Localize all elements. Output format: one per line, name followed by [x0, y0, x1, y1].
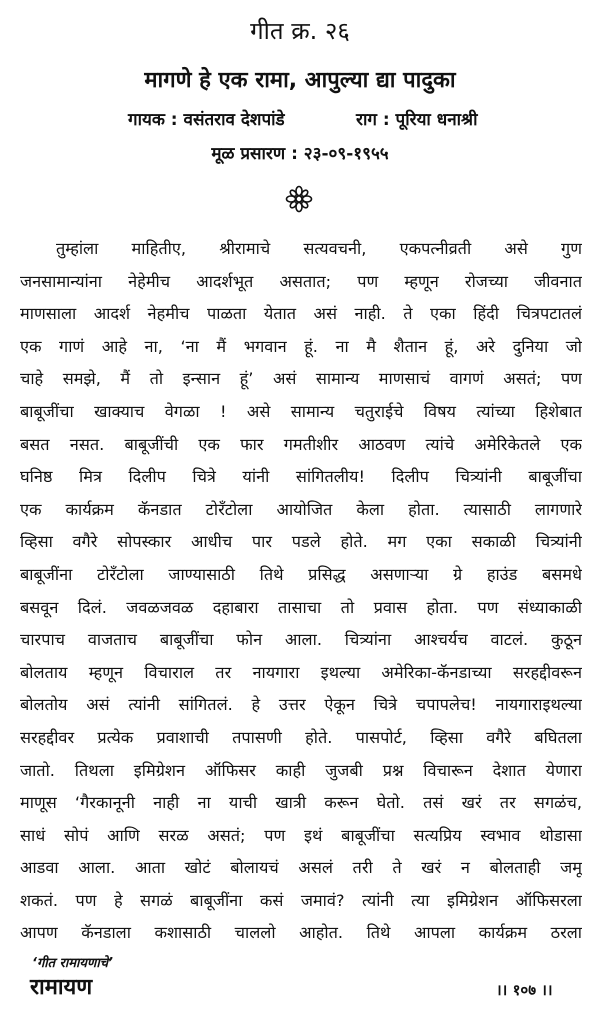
text-line: आडवा आला. आता खोटं बोलायचं असलं तरी ते खरं न बोलताही जमू: [20, 858, 582, 878]
book-title: रामायण: [30, 975, 93, 1000]
broadcast-date: मूळ प्रसारण : २३-०९-१९५५: [211, 144, 389, 164]
body-text: [20, 233, 582, 950]
text-line: माणूस ‘गैरकानूनी नाही ना याची खात्री करून घेतो. तसं खरं तर सगळंच,: [20, 793, 582, 813]
song-title: मागणे हे एक रामा, आपुल्या द्या पादुका: [144, 68, 456, 93]
text-line: व्हिसा वगैरे सोपस्कार आधीच पार पडले होते. मग एका सकाळी चित्र्यांनी: [20, 532, 582, 552]
text-line: तुम्हांला माहितीए, श्रीरामाचे सत्यवचनी, एकपत्नीव्रती असे गुण: [56, 239, 582, 258]
text-line: आपण कॅनडाला कशासाठी चाललो आहोत. तिथे आपला कार्यक्रम ठरला: [20, 923, 582, 943]
text-line: चाहे समझे, मैं तो इन्सान हूं’ असं सामान्य माणसाचं वागणं असतं; पण: [20, 369, 582, 389]
series-title: ‘गीत रामायणाचे’: [32, 956, 113, 971]
text-line: एक कार्यक्रम कॅनडात टोरँटोला आयोजित केला होता. त्यासाठी लागणारे: [20, 499, 582, 519]
text-line: घनिष्ठ मित्र दिलीप चित्रे यांनी सांगितलीय! दिलीप चित्र्यांनी बाबूजींचा: [20, 467, 582, 487]
text-line: एक गाणं आहे ना, ‘ना मैं भगवान हूं. ना मै शैतान हूं, अरे दुनिया जो: [20, 336, 582, 356]
text-line: बोलतोय असं त्यांनी सांगितलं. हे उत्तर ऐकून चित्रे चपापलेच! नायगाराइथल्या: [20, 695, 582, 715]
text-line: चारपाच वाजताच बाबूजींचा फोन आला. चित्र्यांना आश्चर्यच वाटलं. कुठून: [20, 630, 582, 650]
text-line: जनसामान्यांना नेहेमीच आदर्शभूत असतात; पण म्हणून रोजच्या जीवनात: [20, 271, 582, 291]
text-line: साधं सोपं आणि सरळ असतं; पण इथं बाबूजींचा सत्यप्रिय स्वभाव थोडासा: [20, 825, 582, 845]
text-line: माणसाला आदर्श नेहमीच पाळता येतात असं नाही. ते एका हिंदी चित्रपटातलं: [20, 304, 582, 324]
text-line: बोलताय म्हणून विचाराल तर नायगारा इथल्या अमेरिका-कॅनडाच्या सरहद्दीवरून: [20, 662, 582, 682]
singer-label: गायक : वसंतराव देशपांडे: [128, 110, 285, 130]
text-line: जातो. तिथला इमिग्रेशन ऑफिसर काही जुजबी प्रश्न विचारून देशात येणारा: [20, 760, 582, 780]
flower-ornament-icon: [285, 185, 313, 213]
song-number: गीत क्र. २६: [250, 17, 350, 45]
text-line: बसवून दिलं. जवळजवळ दहाबारा तासाचा तो प्रवास होता. पण संध्याकाळी: [20, 597, 582, 617]
text-line: बसत नसत. बाबूजींची एक फार गमतीशीर आठवण त्यांचे अमेरिकेतले एक: [20, 434, 582, 454]
text-line: बाबूजींचा खाक्याच वेगळा ! असे सामान्य चतुराईचे विषय त्यांच्या हिशेबात: [20, 401, 582, 421]
raag-label: राग : पूरिया धनाश्री: [356, 110, 478, 130]
text-line: सरहद्दीवर प्रत्येक प्रवाशाची तपासणी होते. पासपोर्ट, व्हिसा वगैरे बघितला: [20, 727, 582, 747]
text-line: शकतं. पण हे सगळं बाबूजींना कसं जमावं? त्यांनी त्या इमिग्रेशन ऑफिसरला: [20, 890, 582, 910]
page-number: ।। १०७ ।।: [496, 981, 553, 999]
text-line: बाबूजींना टोरँटोला जाण्यासाठी तिथे प्रसिद्ध असणाऱ्या ग्रे हाउंड बसमधे: [20, 564, 582, 584]
